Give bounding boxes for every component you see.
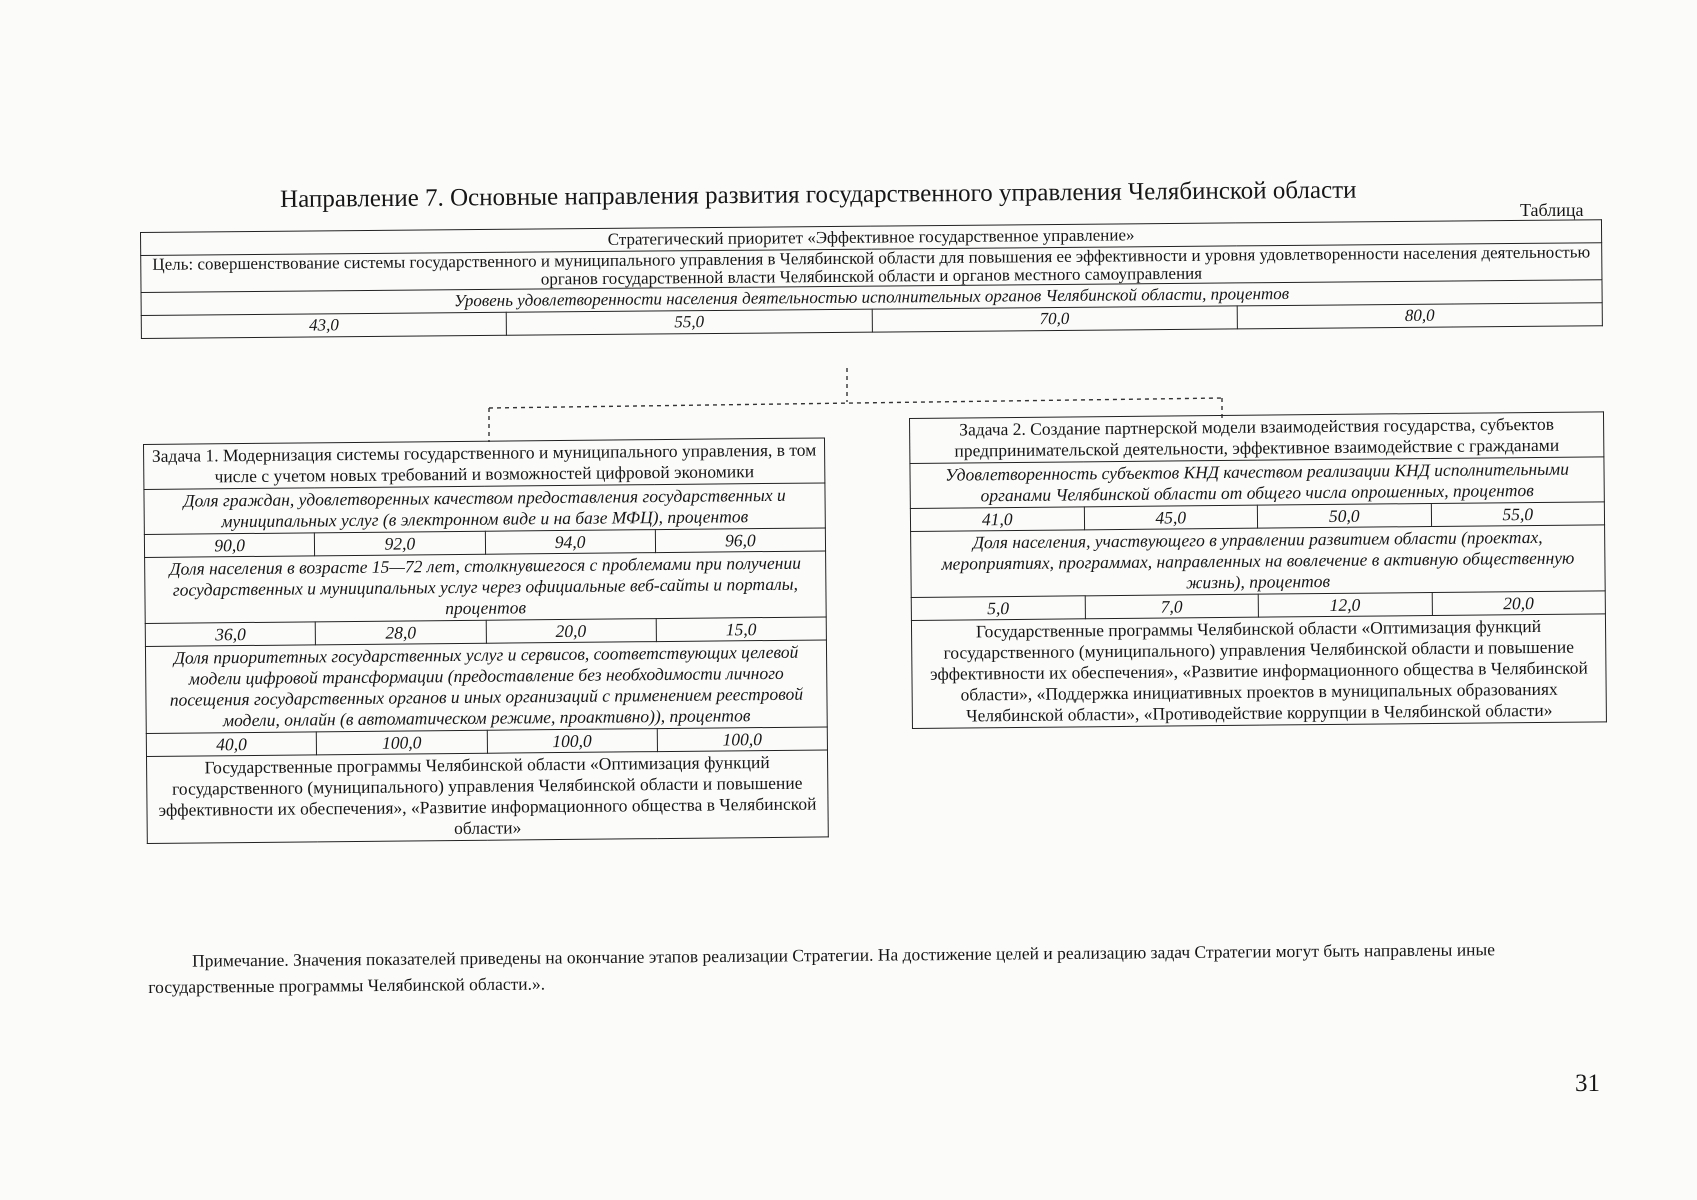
priority-value: 80,0 — [1237, 303, 1602, 329]
page-title: Направление 7. Основные направления развития государственного управления Челябинской области — [280, 176, 1357, 213]
task2-value: 12,0 — [1258, 592, 1432, 617]
task1-programs: Государственные программы Челябинской области «Оптимизация функций государственного (муниципального) управления Челябинской области и повышение эффективности их обеспечения», «Развитие информационного общества в Челябинской области» — [146, 750, 828, 844]
task1-value: 96,0 — [655, 528, 825, 553]
task1-value: 100,0 — [657, 727, 827, 752]
task1-title: Задача 1. Модернизация системы государственного и муниципального управления, в том числе с учетом новых требований и возможностей цифровой экономики — [144, 438, 825, 490]
page-number: 31 — [1575, 1070, 1600, 1097]
task2-value: 55,0 — [1431, 502, 1605, 527]
task1-value: 100,0 — [487, 729, 657, 754]
task2-value: 20,0 — [1432, 591, 1606, 616]
task1-value: 90,0 — [144, 533, 314, 558]
task1-indicator: Доля населения в возрасте 15—72 лет, столкнувшегося с проблемами при получении государственных и муниципальных услуг через официальные веб-сайты и порталы, процентов — [145, 551, 827, 624]
task1-value: 15,0 — [656, 617, 826, 642]
task2-value: 41,0 — [910, 507, 1084, 532]
task1-value: 28,0 — [315, 620, 485, 645]
task1-table — [143, 437, 829, 844]
task2-table — [909, 411, 1607, 729]
task1-indicator: Доля граждан, удовлетворенных качеством предоставления государственных и муниципальных услуг (в электронном виде и на базе МФЦ), процентов — [144, 483, 825, 535]
task2-value: 5,0 — [911, 596, 1085, 621]
priority-value: 55,0 — [506, 309, 871, 335]
table-label: Таблица — [1520, 200, 1584, 220]
task2-indicator: Удовлетворенность субъектов КНД качеством реализации КНД исполнительными органами Челябинской области от общего числа опрошенных, процентов — [910, 457, 1604, 509]
task1-value: 94,0 — [485, 530, 655, 555]
task1-value: 92,0 — [315, 531, 485, 556]
task2-value: 7,0 — [1085, 594, 1259, 619]
task2-programs: Государственные программы Челябинской области «Оптимизация функций государственного (муниципального) управления Челябинской области и повышение эффективности их обеспечения», «Развитие информационного общества в Челябинской области», «Поддержка инициативных проектов в муниципальных образованиях Челябинской области», «Противодействие коррупции в Челябинской области» — [911, 614, 1606, 729]
task1-value: 20,0 — [486, 619, 656, 644]
priority-label: Стратегический приоритет «Эффективное государственное управление» — [141, 220, 1602, 256]
task2-title: Задача 2. Создание партнерской модели взаимодействия государства, субъектов предпринимательской деятельности, эффективное взаимодействие с гражданами — [910, 412, 1604, 464]
task2-value: 45,0 — [1084, 505, 1258, 530]
task1-value: 36,0 — [145, 622, 315, 647]
priority-value: 70,0 — [872, 306, 1237, 332]
priority-goal: Цель: совершенствование системы государственного и муниципального управления в Челябинской области для повышения ее эффективности и уровня удовлетворенности населения деятельностью органов государственной власти Челябинской области и органов местного самоуправления — [141, 243, 1602, 293]
priority-indicator: Уровень удовлетворенности населения деятельностью исполнительных органов Челябинской области, процентов — [141, 280, 1602, 316]
task1-value: 40,0 — [146, 732, 316, 757]
footnote: Примечание. Значения показателей приведены на окончание этапов реализации Стратегии. На достижение целей и реализацию задач Стратегии могут быть направлены иные государственные программы Челябинской области.». — [148, 939, 1496, 997]
priority-value: 43,0 — [141, 312, 506, 338]
task1-value: 100,0 — [317, 730, 487, 755]
task1-indicator: Доля приоритетных государственных услуг и сервисов, соответствующих целевой модели цифровой трансформации (предоставление без необходимости личного посещения государственных органов и иных организаций с применением реестровой модели, онлайн (в автоматическом режиме, проактивно)), процентов — [145, 640, 827, 734]
task2-indicator: Доля населения, участвующего в управлении развитием области (проектах, мероприятиях, программах, направленных на вовлечение в активную общественную жизнь), процентов — [911, 525, 1606, 598]
task2-value: 50,0 — [1257, 503, 1431, 528]
